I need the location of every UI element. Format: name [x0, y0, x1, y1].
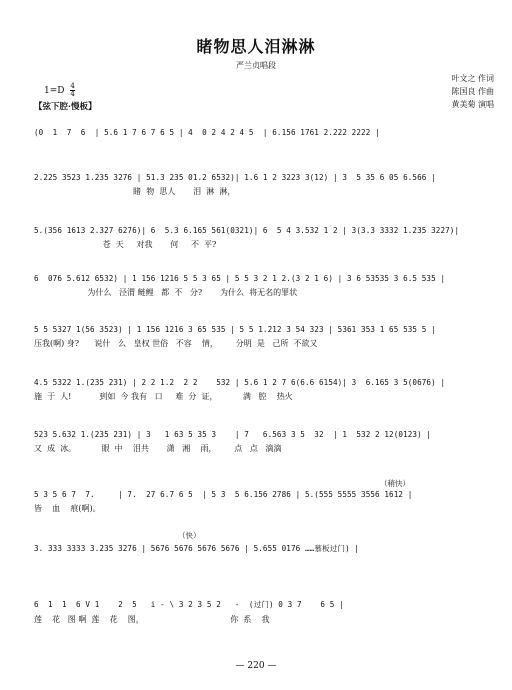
key-label: 1=D	[44, 86, 65, 96]
lyric-line: 压我(啊) 身? 说什 么 皇权 世俗 不容 情， 分明 是 己所 不欲又	[34, 339, 318, 348]
notation-line: (0 1 7 6 | 5.6 1 7 6 7 6 5 | 4 0 2 4 2 4 5 | 6.156 1761 2.222 2222 |	[34, 128, 380, 137]
score-row-9	[34, 544, 486, 554]
score-row-5	[34, 325, 486, 348]
credit-composer: 陈国良 作曲	[451, 87, 494, 96]
lyric-line: 施 于 人! 到如 今 我有 口 难 分 证， 满 腔 热火	[34, 392, 293, 401]
notation-line: 5.(356 1613 2.327 6276)| 6 5.3 6.165 561(0321)| 6 5 4 3.532 1 2 | 3(3.3 3332 1.235 3227)|	[34, 226, 460, 235]
notation-line: 2.225 3523 1.235 3276 | 51.3 235 01.2 6532)| 1.6 1 2 3223 3(12) | 3 5 35 6 05 6.566 |	[34, 173, 436, 182]
lyric-line: 莲 花 图 啊 莲 花 图， 你 系 我	[34, 615, 270, 624]
score-row-2	[34, 173, 486, 196]
tempo-mark-slightly-fast: （稍快）	[380, 479, 410, 488]
score-row-10	[34, 600, 486, 624]
credit-singer: 黄美菊 演唱	[451, 100, 494, 109]
score-row-7	[34, 430, 486, 453]
score-row-4	[34, 274, 486, 297]
tempo-mark-fast: （快）	[178, 531, 201, 540]
notation-line: 6 076 5.612 6532) | 1 156 1216 5 5 3 65 | 5 5 3 2 1 2.(3 2 1 6) | 3 6 53535 3 6.5 535 |	[34, 274, 446, 283]
key-signature	[44, 83, 75, 98]
time-bottom: 4	[70, 90, 75, 98]
score-row-3	[34, 226, 486, 249]
notation-line: 523 5.632 1.(235 231) | 3 1 63 5 35 3 | 7 6.563 3 5 32 | 1 532 2 12(0123) |	[34, 430, 432, 439]
notation-line: 3. 333 3333 3.235 3276 | 5676 5676 5676 5676 | 5.655 0176 ……慕板过门) |	[34, 544, 360, 553]
credit-lyricist: 叶文之 作词	[451, 74, 494, 83]
lyric-line: 皆 血 痕(啊)。	[34, 504, 101, 513]
score-row-6	[34, 378, 486, 401]
notation-line: 5 3 5 6 7 7. | 7. 27 6.7 6 5 | 5 3 5 6.156 2786 | 5.(555 5555 3556 1612 |	[34, 490, 413, 499]
credits	[451, 72, 494, 111]
score-row-8	[34, 490, 486, 513]
page-number: — 220 —	[235, 661, 277, 671]
tune-mode: 【弦下腔·慢板】	[34, 102, 97, 112]
time-top: 4	[70, 82, 75, 90]
time-signature	[70, 83, 74, 98]
lyric-line: 睹 物 思人 泪 淋 淋，	[34, 187, 236, 196]
notation-line: 5 5 5327 1(56 3523) | 1 156 1216 3 65 535 | 5 5 1.212 3 54 323 | 5361 353 1 65 535 5 |	[34, 325, 436, 334]
lyric-line: 为什么 泾渭 鲢鲤 都 不 分? 为什么 将无名的罪状	[34, 288, 298, 297]
notation-line: 6 1 1 6 V 1 2 5 i - \ 3 2 3 5 2 - (过门) 0 3 7 6 5 |	[34, 600, 344, 609]
lyric-line: 苍 天 对我 何 不 平?	[34, 240, 217, 249]
song-subtitle: 严兰贞唱段	[236, 61, 276, 70]
notation-line: 4.5 5322 1.(235 231) | 2 2 1.2 2 2 532 | 5.6 1 2 7 6(6.6 6154)| 3 6.165 3 5(0676) |	[34, 378, 446, 387]
song-title: 睹物思人泪淋淋	[196, 37, 316, 56]
score-row-1	[34, 128, 486, 138]
lyric-line: 又 成 冰。 眼 中 泪共 潇 湘 雨， 点 点 滴滴	[34, 444, 282, 453]
